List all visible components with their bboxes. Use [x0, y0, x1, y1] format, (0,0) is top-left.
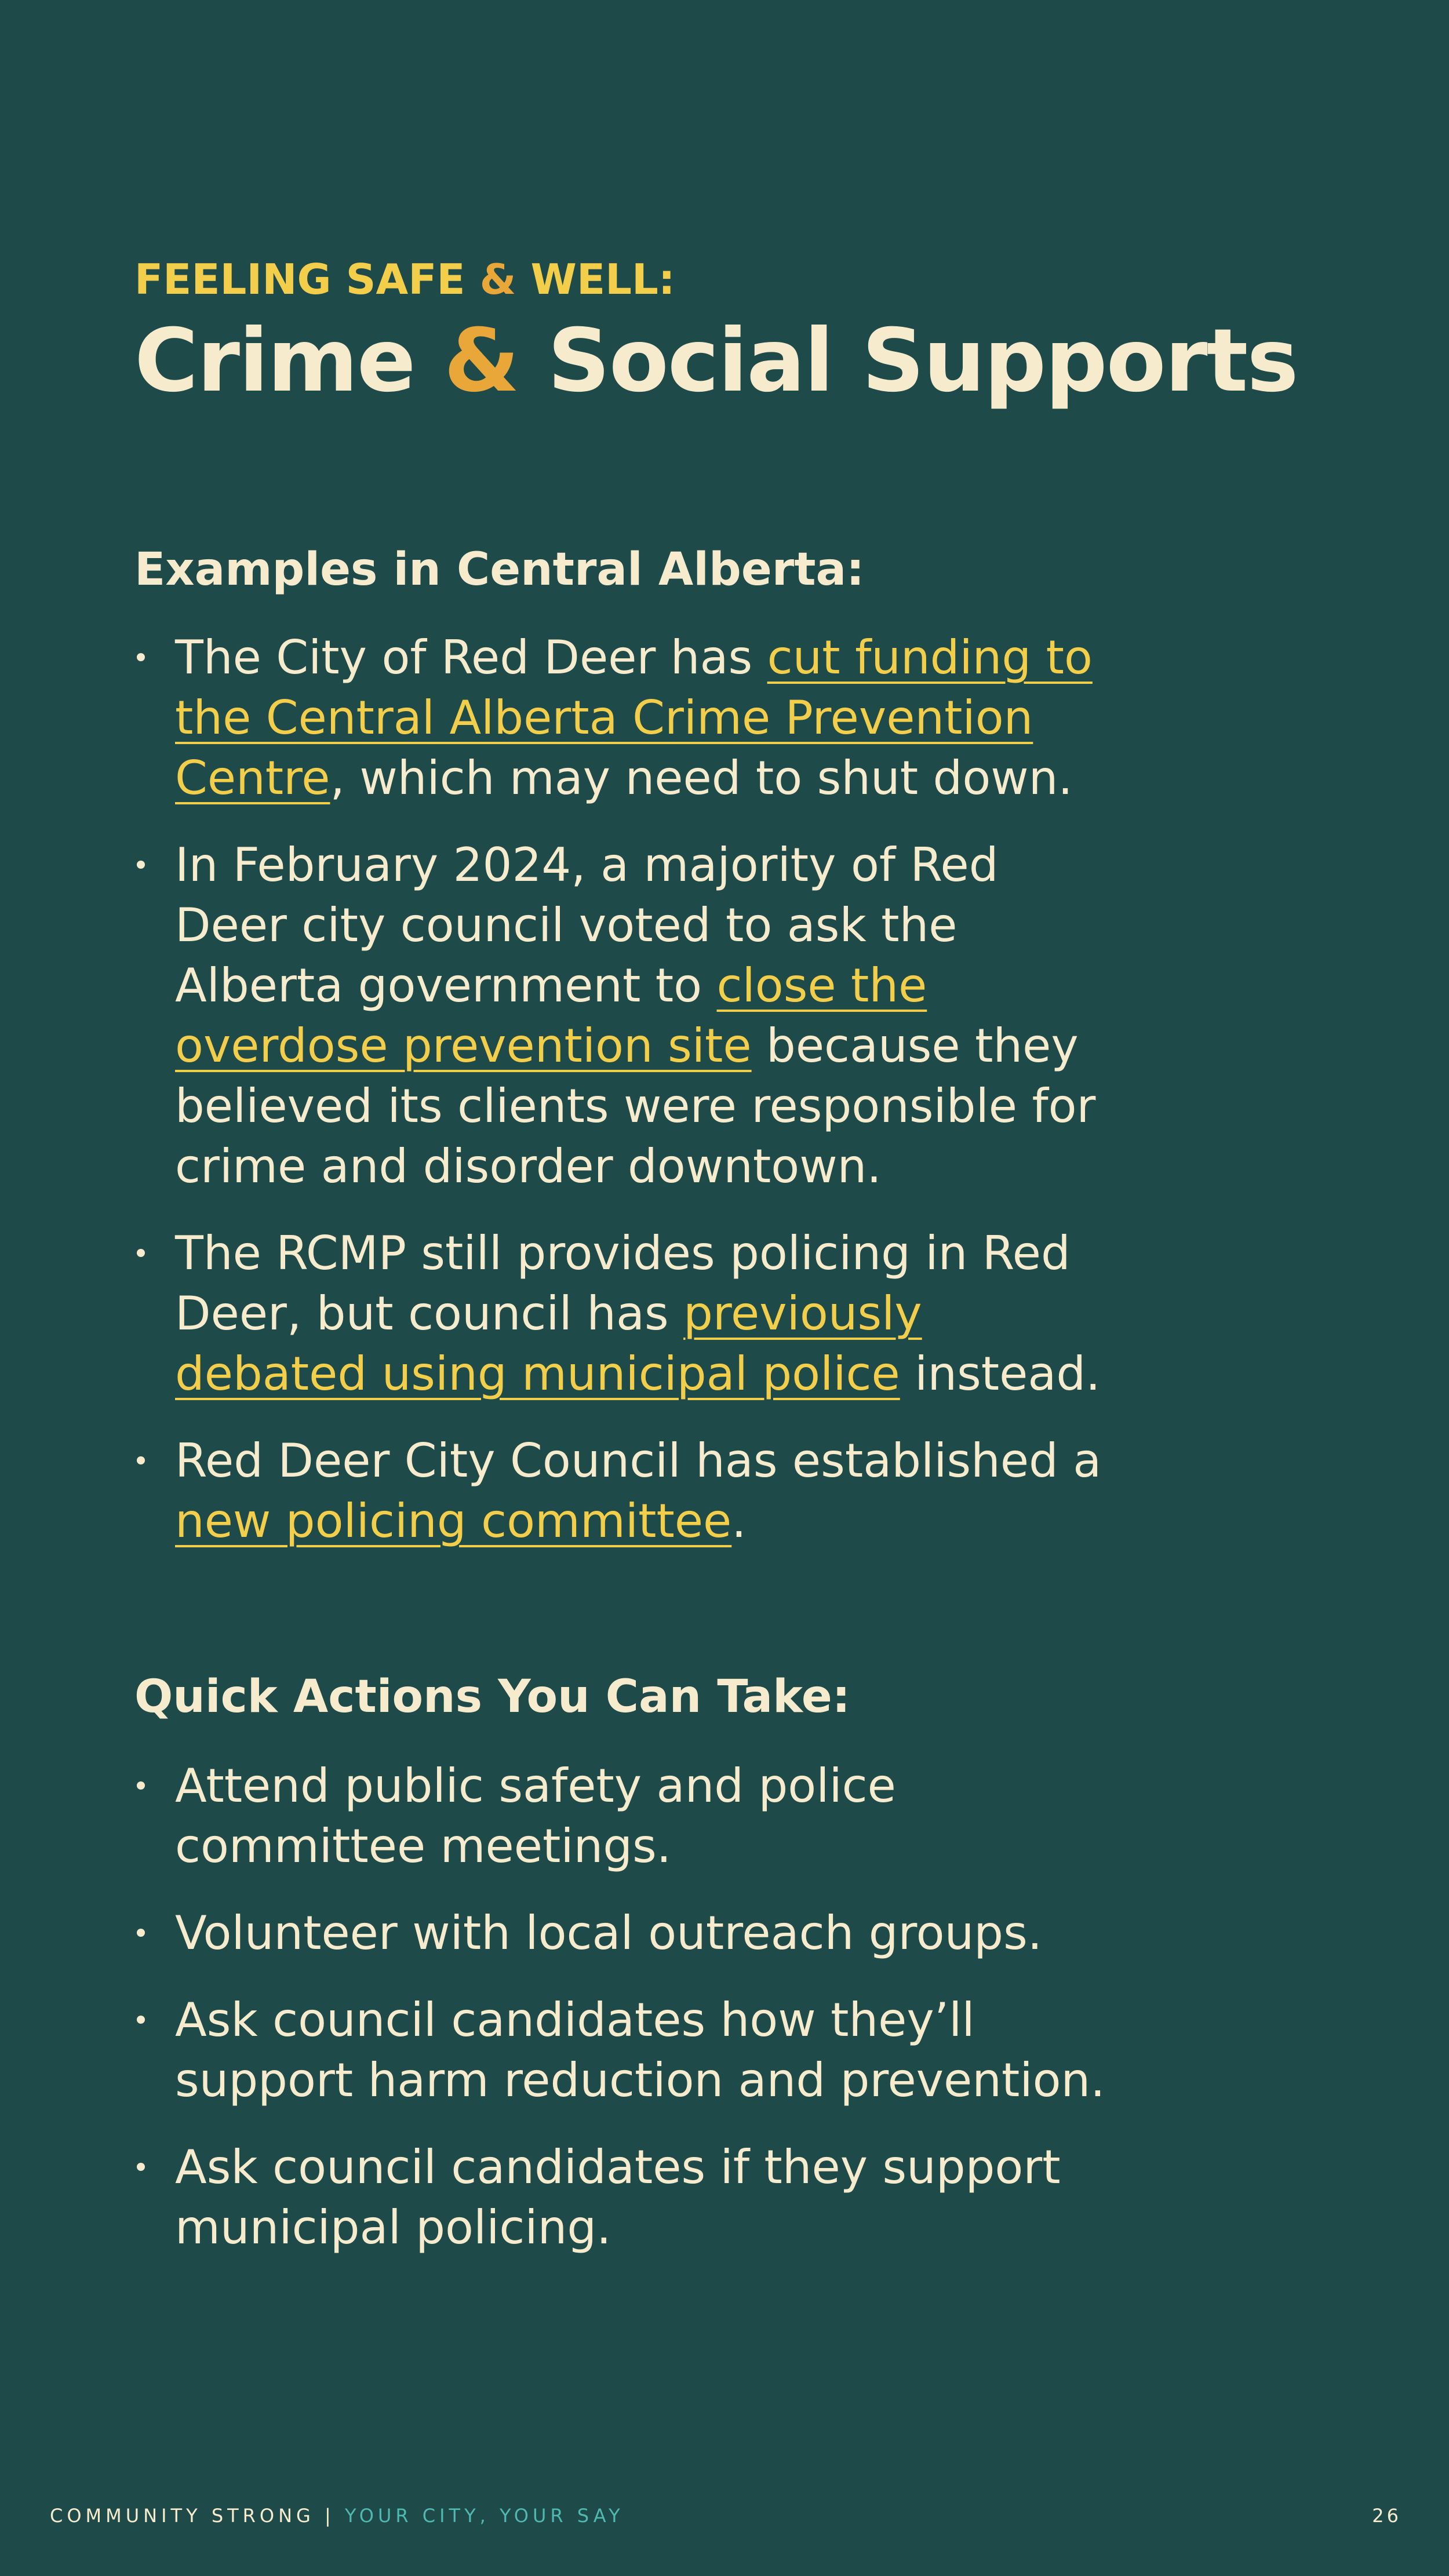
title-text-1: Crime: [134, 311, 444, 411]
footer-brand-name: COMMUNITY STRONG |: [50, 2505, 345, 2527]
list-item: [134, 1756, 1120, 1877]
item-text: instead.: [900, 1347, 1101, 1401]
footer-brand: [50, 2505, 624, 2527]
bullet-icon: [137, 861, 145, 869]
bullet-icon: [137, 1781, 145, 1790]
list-item: [134, 2137, 1120, 2258]
item-text: Ask council candidates how they’ll support harm reduction and prevention.: [175, 1993, 1105, 2107]
bullet-icon: [137, 1249, 145, 1257]
eyebrow-text-1: FEELING SAFE: [134, 255, 480, 304]
crime-prevention-funding-link[interactable]: cut funding to the Central Alberta Crime Prevention Centre: [175, 631, 1093, 805]
item-text: Volunteer with local outreach groups.: [175, 1906, 1043, 1960]
bullet-icon: [137, 1929, 145, 1937]
item-text: The City of Red Deer has: [175, 631, 767, 684]
list-item: [134, 1990, 1120, 2111]
list-item: [134, 628, 1120, 808]
item-text: In February 2024, a majority of Red Deer city council voted to ask the Alberta government to: [175, 838, 999, 1012]
footer-tagline: YOUR CITY, YOUR SAY: [344, 2505, 624, 2527]
policing-committee-link[interactable]: new policing committee: [175, 1494, 732, 1548]
list-item: [134, 1431, 1120, 1551]
quick-actions-heading: Quick Actions You Can Take:: [134, 1671, 850, 1723]
section-eyebrow: [134, 255, 675, 304]
bullet-icon: [137, 1456, 145, 1464]
bullet-icon: [137, 653, 145, 661]
list-item: [134, 1903, 1120, 1963]
eyebrow-text-2: WELL:: [516, 255, 675, 304]
list-item: [134, 1223, 1120, 1404]
eyebrow-ampersand: &: [479, 255, 516, 304]
item-text: Red Deer City Council has established a: [175, 1434, 1102, 1488]
item-text: , which may need to shut down.: [330, 751, 1073, 805]
examples-heading: Examples in Central Alberta:: [134, 544, 865, 596]
item-text: Attend public safety and police committee meetings.: [175, 1759, 896, 1873]
page-number: 26: [1372, 2505, 1401, 2527]
page-title: [134, 312, 1298, 410]
list-item: [134, 835, 1120, 1197]
quick-actions-list: [134, 1756, 1120, 2284]
municipal-police-debate-link[interactable]: previously debated using municipal police: [175, 1287, 922, 1401]
bullet-icon: [137, 2163, 145, 2171]
examples-list: [134, 628, 1120, 1578]
title-ampersand: &: [443, 311, 519, 411]
item-text: .: [731, 1494, 747, 1548]
item-text: Ask council candidates if they support municipal policing.: [175, 2140, 1061, 2254]
bullet-icon: [137, 2016, 145, 2024]
item-text: because they believed its clients were responsible for crime and disorder downtown.: [175, 1019, 1096, 1193]
title-text-2: Social Supports: [518, 311, 1298, 411]
item-text: The RCMP still provides policing in Red Deer, but council has: [175, 1226, 1071, 1340]
overdose-prevention-site-link[interactable]: close the overdose prevention site: [175, 959, 927, 1073]
